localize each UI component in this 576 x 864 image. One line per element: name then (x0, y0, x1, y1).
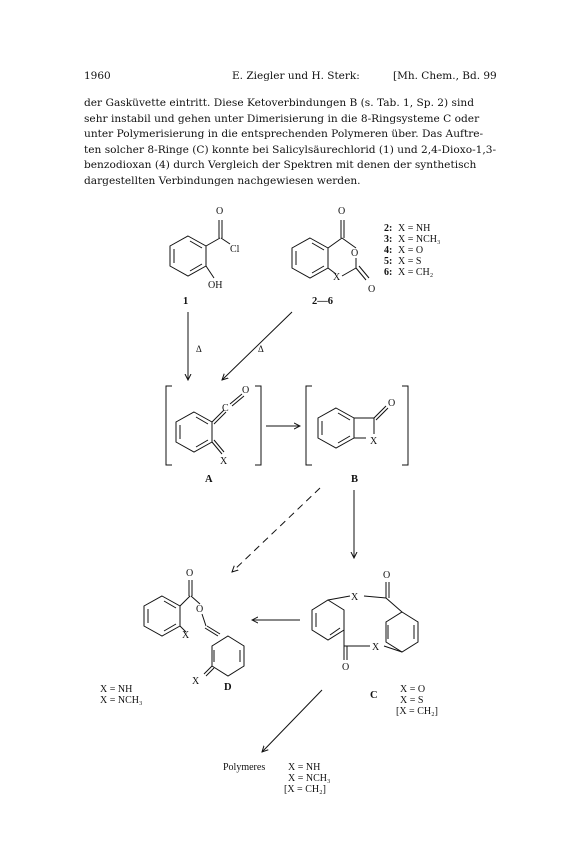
legend-c-line: X = S (400, 695, 424, 706)
atom-label: O (351, 248, 359, 259)
compound-a-structure (166, 386, 261, 465)
polymers-word: Polymeres (223, 762, 266, 773)
compound-label-a: A (205, 474, 213, 485)
legend-number: 5: (384, 256, 393, 267)
legend-number: 2: (384, 223, 393, 234)
paragraph-line: dargestellten Verbindungen nachgewiesen werden. (84, 174, 361, 187)
arrow-c-to-polymers (262, 690, 322, 752)
compound-1-structure (170, 220, 230, 278)
atom-label: O (196, 604, 204, 615)
legend-d-line: X = NCH₃ (100, 695, 143, 706)
atom-label: X (351, 592, 359, 603)
paragraph-line: ten solcher 8-Ringe (C) konnte bei Salicylsäurechlorid (1) und 2,4-Dioxo-1,3- (84, 143, 497, 156)
atom-label: X (372, 642, 380, 653)
legend-number: 6: (384, 267, 393, 278)
running-authors: E. Ziegler und H. Sterk: (232, 70, 360, 82)
compound-label-2-6: 2—6 (312, 296, 333, 307)
legend-text: X = O (398, 245, 424, 256)
atom-label: O (216, 206, 224, 217)
atom-label: O (342, 662, 350, 673)
arrow-2-6-to-a (222, 312, 292, 380)
paragraph-line: sehr instabil und gehen unter Dimerisierung in die 8-Ringsysteme C oder (84, 112, 480, 125)
atom-label: O (368, 284, 376, 295)
atom-label: C (222, 403, 229, 414)
legend-c-line: [X = CH₂] (396, 706, 438, 717)
legend-number: 4: (384, 245, 393, 256)
page-number: 1960 (84, 70, 111, 82)
atom-label: O (383, 570, 391, 581)
legend-text: X = CH₂ (398, 267, 434, 278)
compound-label-b: B (351, 474, 359, 485)
paragraph-line: der Gasküvette eintritt. Diese Ketoverbindungen B (s. Tab. 1, Sp. 2) sind (84, 97, 474, 109)
atom-label: Cl (230, 244, 240, 255)
paragraph-line: benzodioxan (4) durch Vergleich der Spektren mit denen der synthetisch (84, 159, 477, 172)
delta-label: Δ (196, 344, 202, 354)
running-journal: [Mh. Chem., Bd. 99 (393, 70, 497, 82)
compound-label-d: D (224, 682, 232, 693)
atom-label: O (338, 206, 346, 217)
atom-label: OH (208, 280, 223, 291)
atom-label: X (333, 272, 341, 283)
atom-label: X (370, 436, 378, 447)
legend-d-line: X = NH (100, 684, 133, 695)
compound-label-1: 1 (183, 296, 189, 307)
polymers-line: X = NCH₃ (288, 773, 331, 784)
legend-text: X = NH (398, 223, 431, 234)
legend-text: X = S (398, 256, 422, 267)
legend-c-line: X = O (400, 684, 426, 695)
delta-label: Δ (258, 344, 264, 354)
compound-label-c: C (370, 690, 378, 701)
atom-label: X (182, 630, 190, 641)
atom-label: X (192, 676, 200, 687)
compound-c-structure (312, 582, 418, 660)
legend-text: X = NCH₃ (398, 234, 441, 245)
legend-number: 3: (384, 234, 393, 245)
atom-label: O (388, 398, 396, 409)
polymers-line: X = NH (288, 762, 321, 773)
atom-label: O (242, 385, 250, 396)
dashed-arrow-b-to-d (232, 488, 320, 572)
polymers-line: [X = CH₂] (284, 784, 326, 795)
atom-label: O (186, 568, 194, 579)
compound-d-structure (144, 580, 244, 676)
atom-label: X (220, 456, 228, 467)
paragraph-line: unter Polymerisierung in die entsprechenden Polymeren über. Das Auftre- (84, 128, 484, 141)
